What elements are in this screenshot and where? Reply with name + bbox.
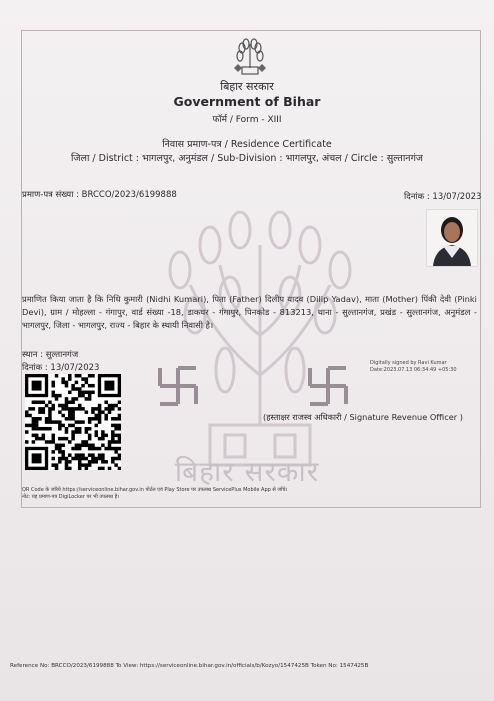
digital-signature-date: Date:2023.07.13 06:34:49 +05:30 xyxy=(370,367,457,373)
form-number: फॉर्म / Form - XIII xyxy=(212,115,282,125)
signature-title: (हस्ताक्षर राजस्व अधिकारी / Signature Revenue Officer ) xyxy=(263,412,463,422)
applicant-photo xyxy=(426,209,478,267)
issue-date-bottom: दिनांक : 13/07/2023 xyxy=(22,363,100,373)
watermark-text: बिहार सरकार xyxy=(174,455,320,488)
verification-note xyxy=(22,487,287,501)
jurisdiction-line: जिला / District : भागलपुर, अनुमंडल / Sub-Division : भागलपुर, अंचल / Circle : सुल्तानगंज xyxy=(71,153,423,164)
verification-note-line1: QR Code के जरिये https://serviceonline.bihar.gov.in पोर्टल एवं Play Store पर उपलब्ध ServicePlus Mobile App से जाँचे। xyxy=(22,487,288,493)
bihar-emblem-logo xyxy=(232,38,268,76)
verification-note-line2: नोट: यह प्रमाण-पत्र DigiLocker पर भी उपलब्ध है। xyxy=(22,494,120,500)
certificate-number: प्रमाण-पत्र संख्या : BRCCO/2023/6199888 xyxy=(22,190,177,200)
government-title-english: Government of Bihar xyxy=(173,94,321,109)
swastika-symbol-right xyxy=(306,364,350,408)
issue-date-top: दिनांक : 13/07/2023 xyxy=(404,192,482,202)
place-of-issue: स्थान : सुल्तानगंज xyxy=(22,350,79,360)
certificate-title: निवास प्रमाण-पत्र / Residence Certificate xyxy=(162,139,332,150)
digital-signature-name: Digitally signed by Ravi Kumar xyxy=(370,360,447,366)
digital-signature-block xyxy=(370,360,457,374)
government-title-hindi: बिहार सरकार xyxy=(220,80,274,93)
reference-footer: Reference No: BRCCO/2023/6199888 To View: https://serviceonline.bihar.gov.in/officials/b/Kozyo/1547425B Token No: 1547425B xyxy=(10,663,369,669)
certificate-statement: प्रमाणित किया जाता है कि निधि कुमारी (Nidhi Kumari), पिता (Father) दिलीप यादव (Dilip Yadav), माता (Mother) पिंकी देवी (Pinki Devi), ग्राम / मोहल्ला - गंगापुर, वार्ड संख्या -18, डाकघर - गंगापुर, पिनकोड - 813213, थाना - सुल्तानगंज, प्रखंड - सुल्तानगंज, अनुमंडल - भागलपुर, जिला - भागलपुर, राज्य - बिहार के स्थायी निवासी है। xyxy=(22,294,477,330)
swastika-symbol-left xyxy=(156,364,200,408)
